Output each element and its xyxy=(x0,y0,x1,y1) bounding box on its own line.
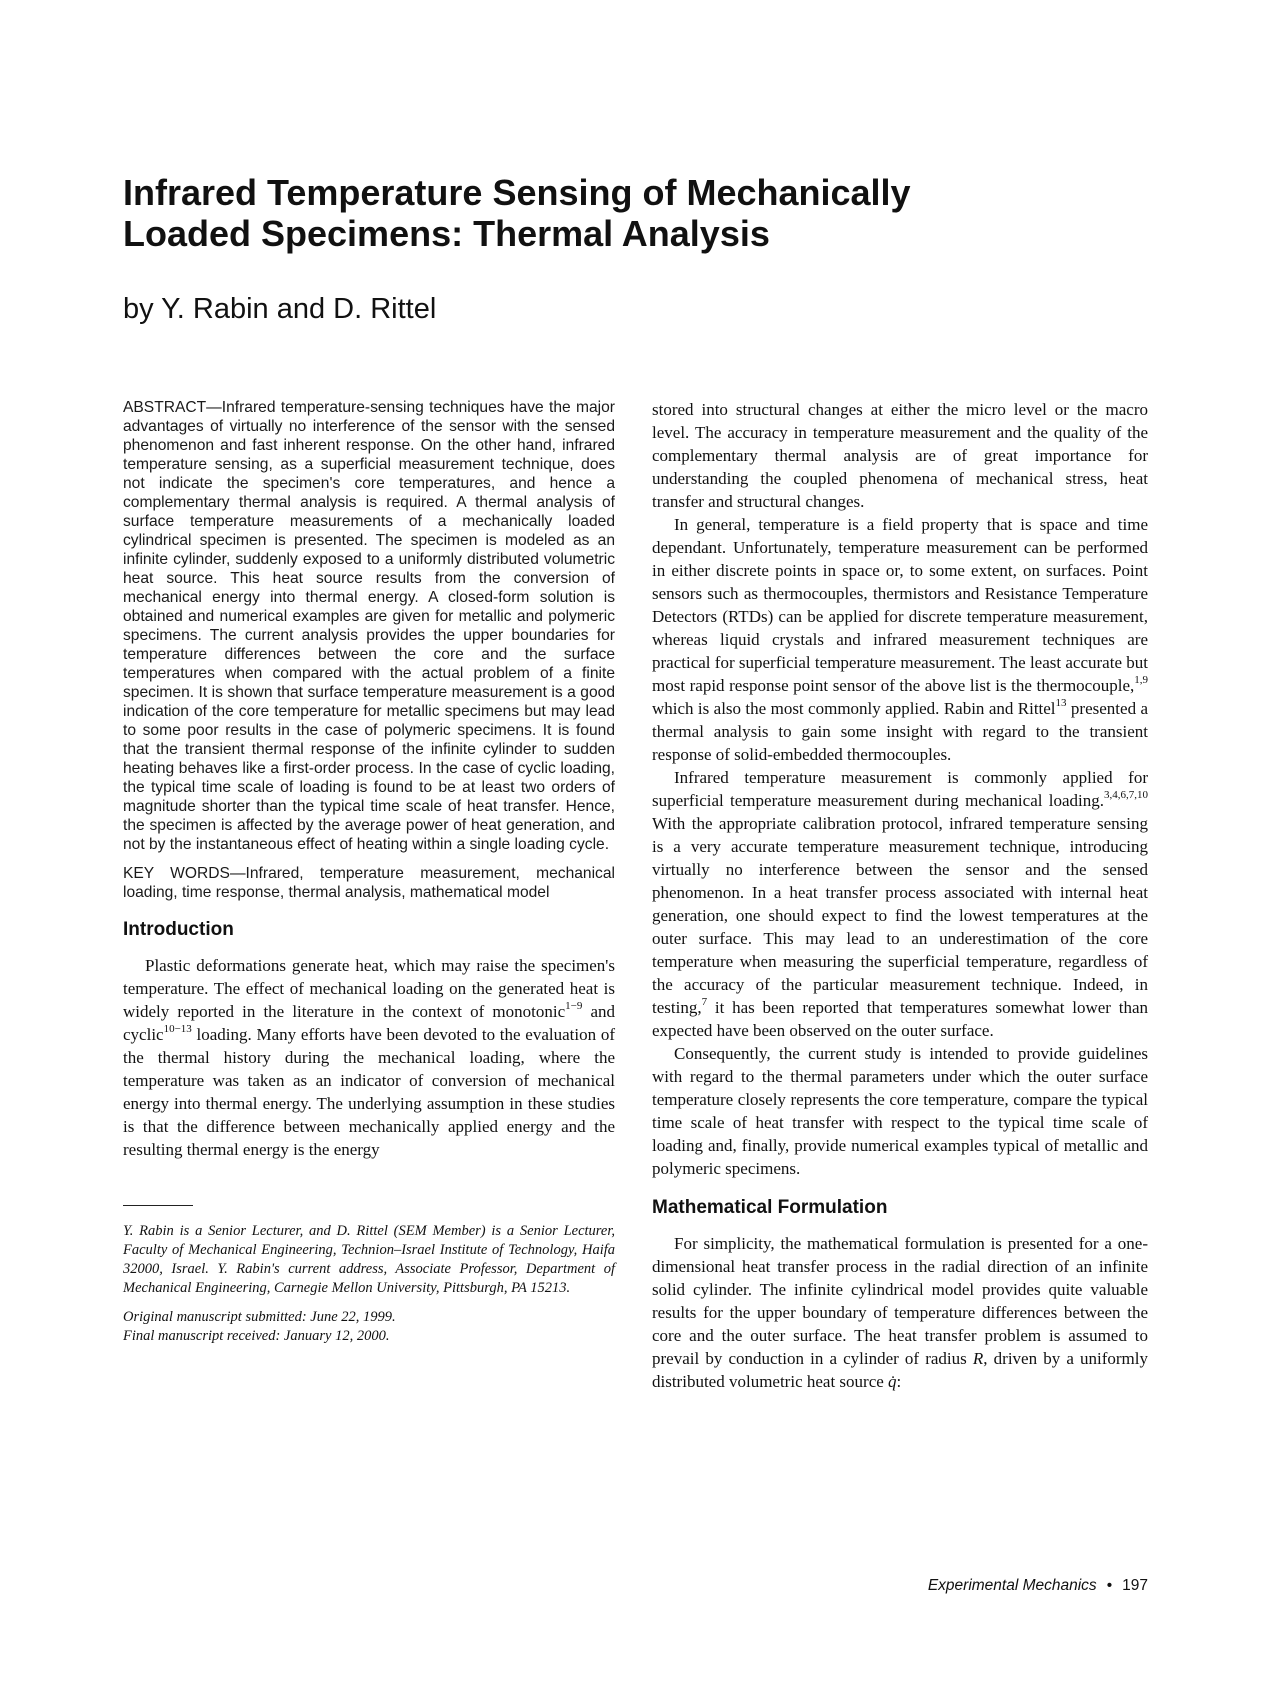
keywords: KEY WORDS—Infrared, temperature measurement, mechanical loading, time response, thermal analysis, mathematical model xyxy=(123,865,615,901)
study-aim-paragraph: Consequently, the current study is intended to provide guidelines with regard to the thermal parameters under which the outer surface temperature closely represents the core temperature, compare the typical time scale of heat transfer with respect to the typical time scale of loading and, finally, provide numerical examples typical of metallic and polymeric specimens. xyxy=(652,1044,1148,1178)
journal-name: Experimental Mechanics xyxy=(927,1577,1097,1594)
variable-heat-source: q̇ xyxy=(888,1372,897,1391)
bullet-separator: • xyxy=(1106,1577,1113,1594)
citation-ref: 10−13 xyxy=(163,1023,192,1036)
left-column xyxy=(123,398,615,1346)
temperature-field-paragraph: In general, temperature is a field property that is space and time dependant. Unfortunately, temperature measurement can be performed in either discrete points in space or, to some extent, on surfaces. Point sensors such as thermocouples, thermistors and Resistance Temperature Detectors (RTDs) can be applied for discrete temperature measurement, whereas liquid crystals and infrared measurement techniques are practical for superficial temperature measurement. The least accurate but most rapid response point sensor of the above list is the thermocouple,$^{1,9}$ which is also the most commonly applied. Rabin and Rittel$^{13}$ presented a thermal analysis to gain some insight with regard to the transient response of solid-embedded thermocouples. xyxy=(652,515,1149,764)
continued-paragraph: stored into structural changes at either the micro level or the macro level. The accuracy in temperature measurement and the quality of the complementary thermal analysis are of great importance for understanding the coupled phenomena of mechanical stress, heat transfer and structural changes. xyxy=(652,400,1148,511)
intro-paragraph: Plastic deformations generate heat, which may raise the specimen's temperature. The effect of mechanical loading on the generated heat is widely reported in the literature in the context of monotonic$^{1-9}$ and cyclic$^{10-13}$ loading. Many efforts have been devoted to the evaluation of the thermal history during the mechanical loading, where the temperature was taken as an indicator of conversion of mechanical energy into thermal energy. The underlying assumption in these studies is that the difference between mechanically applied energy and the resulting thermal energy is the energy xyxy=(123,956,615,1159)
author-affiliation-footnote: Y. Rabin is a Senior Lecturer, and D. Rittel (SEM Member) is a Senior Lecturer, Faculty of Mechanical Engineering, Technion–Israel Institute of Technology, Haifa 32000, Israel. Y. Rabin's current address, Associate Professor, Department of Mechanical Engineering, Carnegie Mellon University, Pittsburgh, PA 15213. xyxy=(123,1223,615,1296)
formulation-paragraph: For simplicity, the mathematical formulation is presented for a one-dimensional heat transfer process in the radial direction of an infinite solid cylinder. The infinite cylindrical model provides quite valuable results for the upper boundary of temperature differences between the core and the outer surface. The heat transfer problem is assumed to prevail by conduction in a cylinder of radius R, driven by a uniformly distributed volumetric heat source q̇: xyxy=(652,1234,1148,1391)
manuscript-received: Final manuscript received: January 12, 2000. xyxy=(123,1328,390,1344)
citation-ref: 7 xyxy=(701,996,708,1009)
right-column xyxy=(652,398,1148,1393)
page-number: 197 xyxy=(1122,1577,1148,1594)
citation-ref: 13 xyxy=(1055,697,1067,710)
footnote-divider xyxy=(123,1205,193,1206)
variable-radius: R xyxy=(972,1349,984,1368)
citation-ref: 3,4,6,7,10 xyxy=(1104,789,1148,802)
infrared-paragraph: Infrared temperature measurement is commonly applied for superficial temperature measurement during mechanical loading.$^{3,4,6,7,10}$ With the appropriate calibration protocol, infrared temperature sensing is a very accurate temperature measurement technique, introducing virtually no interference between the sensor and the sensed phenomenon. In a heat transfer process associated with internal heat generation, one should expect to find the lowest temperatures at the outer surface. This may lead to an underestimation of the core temperature when measuring the superficial temperature, regardless of the accuracy of the particular measurement technique. Indeed, in testing,$^7$ it has been reported that temperatures somewhat lower than expected have been observed on the outer surface. xyxy=(652,768,1148,1040)
running-footer xyxy=(896,1576,1148,1596)
abstract: ABSTRACT—Infrared temperature-sensing techniques have the major advantages of virtually no interference of the sensor with the sensed phenomenon and fast inherent response. On the other hand, infrared temperature sensing, as a superficial measurement technique, does not indicate the specimen's core temperatures, and hence a complementary thermal analysis is required. A thermal analysis of surface temperature measurements of a mechanically loaded cylindrical specimen is presented. The specimen is modeled as an infinite cylinder, suddenly exposed to a uniformly distributed volumetric heat source. This heat source results from the conversion of mechanical energy into thermal energy. A closed-form solution is obtained and numerical examples are given for metallic and polymeric specimens. The current analysis provides the upper boundaries for temperature differences between the core and the surface temperatures when compared with the actual problem of a finite specimen. It is shown that surface temperature measurement is a good indication of the core temperature for metallic specimens but may lead to some poor results in the case of polymeric specimens. It is found that the transient thermal response of the infinite cylinder to sudden heating behaves like a first-order process. In the case of cyclic loading, the typical time scale of loading is found to be at least two orders of magnitude shorter than the typical time scale of heat transfer. Hence, the specimen is affected by the average power of heat generation, and not by the instantaneous effect of heating within a single loading cycle. xyxy=(123,399,615,853)
paper-authors: by Y. Rabin and D. Rittel xyxy=(123,293,437,325)
section-heading-introduction: Introduction xyxy=(123,919,234,940)
section-heading-mathematical-formulation: Mathematical Formulation xyxy=(652,1197,888,1218)
paper-title: Infrared Temperature Sensing of Mechanically Loaded Specimens: Thermal Analysis xyxy=(123,172,911,254)
citation-ref: 1,9 xyxy=(1134,674,1148,687)
citation-ref: 1−9 xyxy=(565,1000,583,1013)
manuscript-submitted: Original manuscript submitted: June 22, 1999. xyxy=(123,1309,396,1325)
